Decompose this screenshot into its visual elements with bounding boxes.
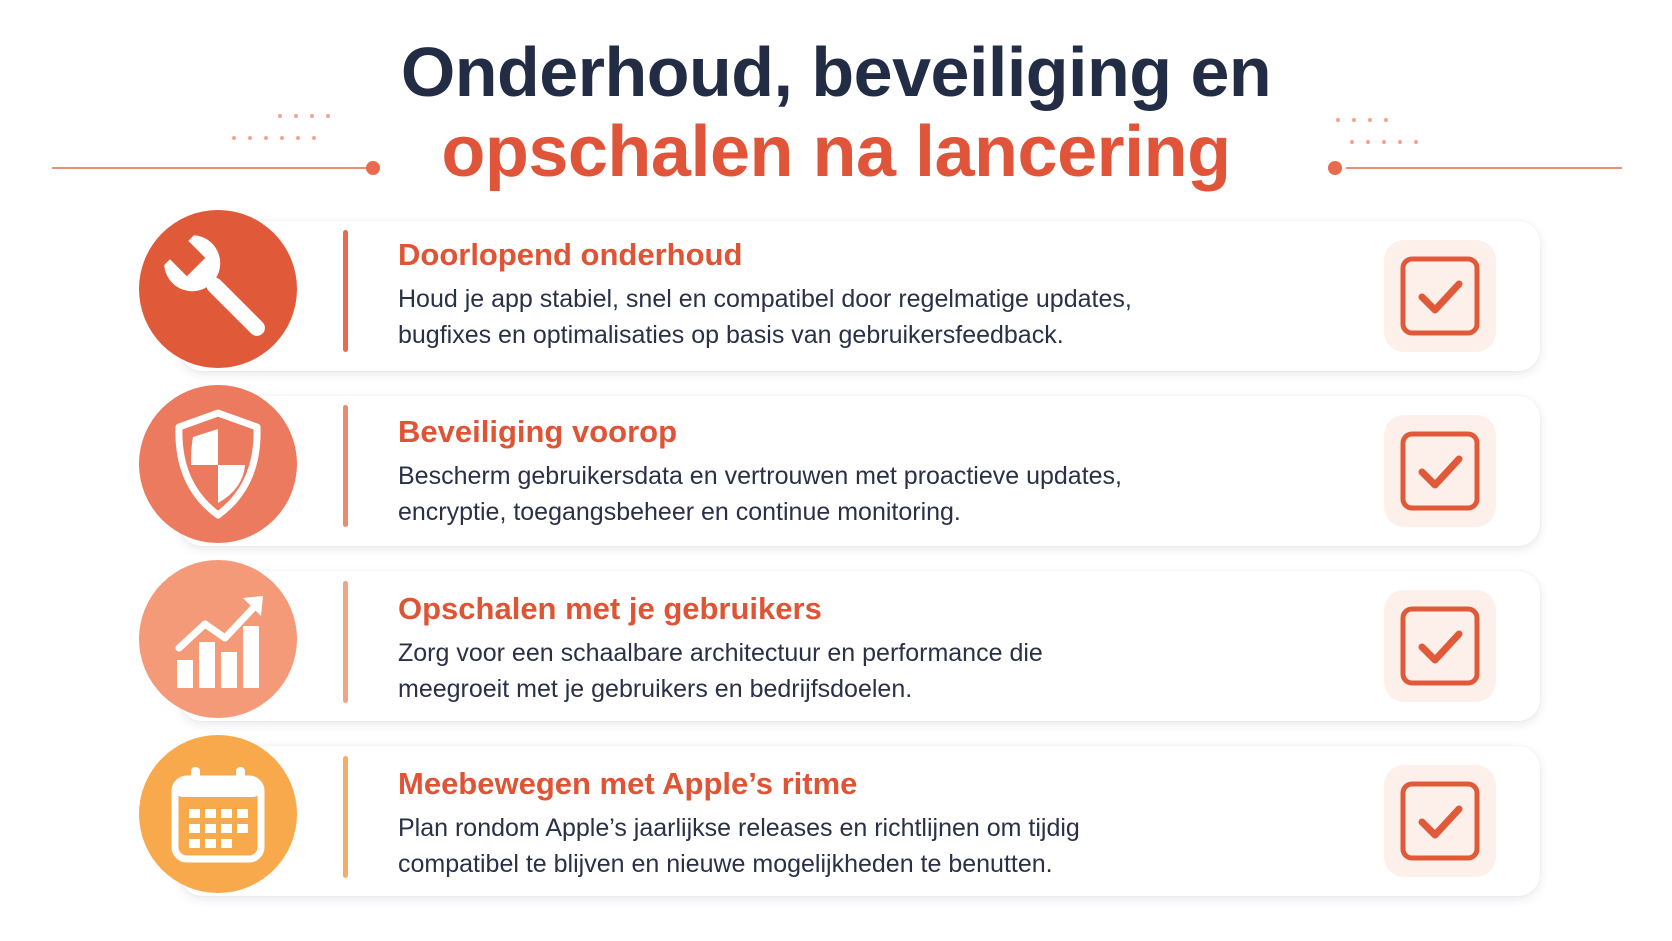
item-description-line1: Zorg voor een schaalbare architectuur en performance die xyxy=(398,639,1043,667)
item-divider xyxy=(343,756,348,878)
item-description-line2: encryptie, toegangsbeheer en continue monitoring. xyxy=(398,498,961,526)
calendar-icon xyxy=(139,735,297,893)
checkbox-checked-icon xyxy=(1384,765,1496,877)
checkbox-checked-icon xyxy=(1384,240,1496,352)
wrench-icon xyxy=(139,210,297,368)
decorative-dot-left xyxy=(366,161,380,175)
item-description-line2: bugfixes en optimalisaties op basis van gebruikersfeedback. xyxy=(398,321,1064,349)
item-description-line2: compatibel te blijven en nieuwe mogelijkheden te benutten. xyxy=(398,850,1053,878)
item-description-line1: Houd je app stabiel, snel en compatibel door regelmatige updates, xyxy=(398,285,1132,313)
item-title: Opschalen met je gebruikers xyxy=(398,591,822,626)
item-divider xyxy=(343,405,348,527)
item-title: Meebewegen met Apple’s ritme xyxy=(398,766,858,801)
checkbox-checked-icon xyxy=(1384,415,1496,527)
item-title: Doorlopend onderhoud xyxy=(398,237,743,272)
item-description-line1: Plan rondom Apple’s jaarlijkse releases en richtlijnen om tijdig xyxy=(398,814,1080,842)
page-title-line1: Onderhoud, beveiliging en xyxy=(400,33,1272,111)
growth-chart-icon xyxy=(139,560,297,718)
decorative-dot-right xyxy=(1328,161,1342,175)
item-divider xyxy=(343,230,348,352)
shield-icon xyxy=(139,385,297,543)
page-title-line2: opschalen na lancering xyxy=(441,112,1231,192)
decorative-line-right xyxy=(1346,167,1622,169)
item-divider xyxy=(343,581,348,703)
item-title: Beveiliging voorop xyxy=(398,414,678,449)
item-description-line1: Bescherm gebruikersdata en vertrouwen met proactieve updates, xyxy=(398,462,1122,490)
checkbox-checked-icon xyxy=(1384,590,1496,702)
decorative-line-left xyxy=(52,167,372,169)
item-description-line2: meegroeit met je gebruikers en bedrijfsdoelen. xyxy=(398,675,913,703)
